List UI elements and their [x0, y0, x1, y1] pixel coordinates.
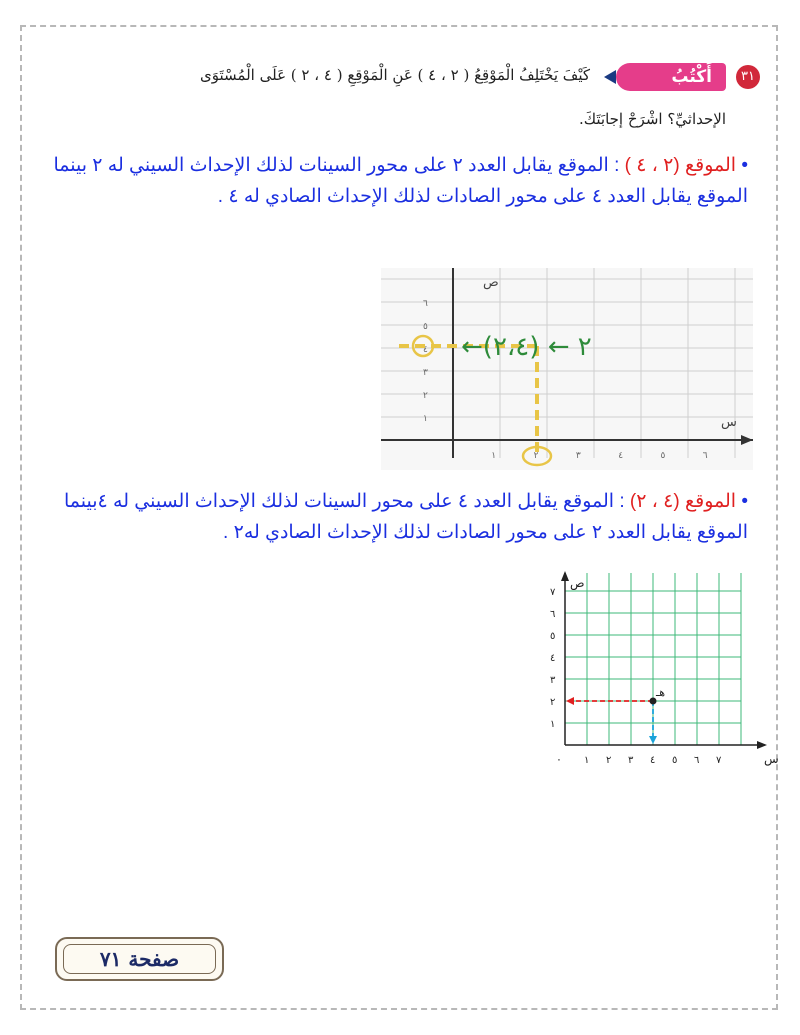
graph1-handwriting: ←٢ ← (٢،٤) [461, 332, 592, 362]
graph1-x-tick: ٢ [533, 451, 539, 461]
graph2-y-arrow [561, 571, 569, 581]
graph2-y-label: ص [570, 576, 585, 590]
graph1-x-tick: ٥ [660, 451, 666, 461]
graph2-x-tick: ١ [584, 755, 590, 766]
answer-paragraph-2 [48, 486, 748, 548]
graph1-y-tick: ٢ [423, 391, 428, 401]
graph2-y-tick: ٣ [550, 675, 556, 686]
graph2-y-tick: ١ [550, 719, 556, 730]
graph1-x-tick: ٤ [618, 451, 624, 461]
question-number: ٣١ [736, 65, 760, 89]
bullet-icon: • [736, 155, 748, 176]
graph1-x-tick: ٣ [575, 451, 581, 461]
graph2-x-label: س [764, 752, 779, 766]
bullet-icon: • [736, 491, 748, 512]
graph2-y-tick: ٦ [550, 609, 556, 620]
graph2-x-tick: ٣ [628, 755, 634, 766]
graph2-x-tick: ٧ [716, 755, 722, 766]
answer1-text: : الموقع يقابل العدد ٢ على محور السينات لذلك الإحداث السيني له ٢ بينما الموقع يقابل العدد ٤ على محور الصادات لذلك الإحداث الصادي له ٤ . [53, 155, 748, 207]
graph1-y-tick: ٤ [423, 345, 428, 355]
graph2-y-tick: ٢ [550, 697, 556, 708]
graph2-y-tick: ٥ [550, 631, 556, 642]
graph2-origin: ٠ [556, 753, 562, 766]
graph2-x-ticks [584, 755, 722, 766]
graph-2 [540, 565, 780, 777]
graph2-x-arrow [757, 741, 767, 749]
graph2-y-tick: ٤ [550, 653, 556, 664]
answer-paragraph-1 [48, 150, 748, 212]
graph2-y-ticks [550, 587, 556, 730]
graph1-x-label: س [721, 415, 737, 430]
question-text-line2: الإحداثيِّ؟ اشْرَحْ إجابَتَكَ. [578, 110, 726, 128]
write-tab: أَكْتُبُ [616, 63, 726, 91]
graph1-x-tick: ٦ [702, 451, 708, 461]
answer2-label: الموقع (٤ ، ٢) [629, 491, 737, 512]
page-number-box [55, 937, 224, 981]
page-number: صفحة ٧١ [63, 944, 216, 974]
answer1-label: الموقع (٢ ، ٤ ) [624, 155, 737, 176]
answer2-text: : الموقع يقابل العدد ٤ على محور السينات لذلك الإحداث السيني له ٤بينما الموقع يقابل العدد ٢ على محور الصادات لذلك الإحداث الصادي له٢ . [64, 491, 748, 543]
graph1-y-tick: ٣ [423, 368, 428, 378]
graph1-y-tick: ١ [423, 414, 428, 424]
graph1-y-tick: ٥ [423, 322, 428, 332]
question-row [60, 60, 760, 144]
question-text-line1: كَيْفَ يَخْتَلِفُ الْمَوْقِعُ ( ٢ ، ٤ ) عَنِ الْمَوْقِعِ ( ٤ ، ٢ ) عَلَى الْمُسْتَوَى [200, 66, 590, 84]
graph2-arrow-to-x [649, 736, 657, 744]
graph-photo-1 [381, 268, 753, 470]
graph2-x-tick: ٤ [650, 755, 656, 766]
graph2-point-label: هـ [656, 686, 666, 699]
graph1-y-tick: ٦ [423, 299, 428, 309]
graph2-x-tick: ٥ [672, 755, 678, 766]
graph1-y-label: ص [483, 275, 499, 290]
graph2-x-tick: ٢ [606, 755, 612, 766]
graph1-x-tick: ١ [491, 451, 497, 461]
graph2-x-tick: ٦ [694, 755, 700, 766]
graph2-arrow-to-y [566, 697, 574, 705]
graph2-y-tick: ٧ [550, 587, 556, 598]
